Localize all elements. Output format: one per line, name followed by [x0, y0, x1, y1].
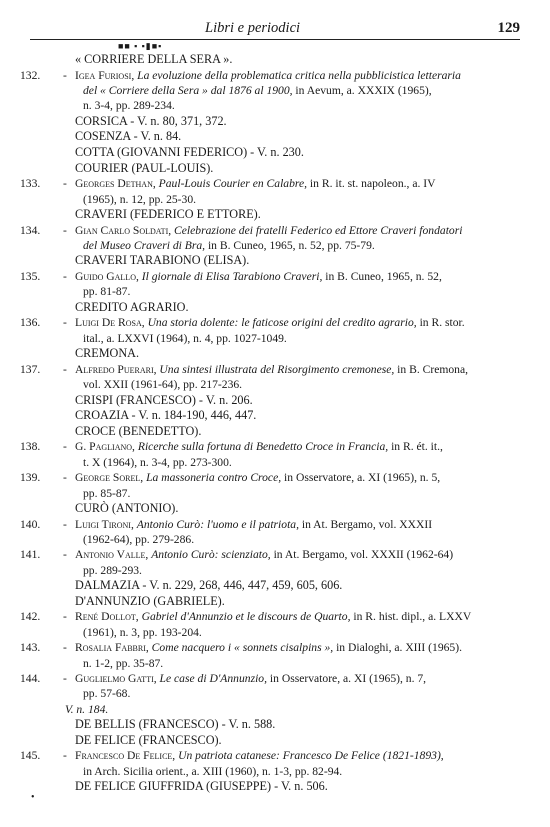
bibliography-entry: [20, 470, 530, 485]
entry-number: 134.: [20, 223, 41, 237]
entry-dash: -: [63, 362, 67, 376]
entry-continuation: [20, 686, 530, 701]
entry-title: Celebrazione dei fratelli Federico ed Ettore Craveri fondatori: [174, 223, 463, 237]
heading-text: CRISPI (FRANCESCO) - V. n. 206.: [75, 392, 253, 407]
subject-heading: [20, 52, 530, 68]
entry-source: in B. Cuneo, 1965, n. 52, pp. 75-79.: [205, 239, 375, 252]
page-header: [30, 20, 520, 40]
heading-text: CREDITO AGRARIO.: [75, 299, 189, 314]
entry-dash: -: [63, 548, 67, 562]
entry-continuation: [20, 331, 530, 346]
entry-author: Alfredo Puerari,: [75, 362, 157, 376]
entry-author: Guido Gallo,: [75, 270, 139, 283]
entry-continuation: [20, 455, 530, 470]
subject-heading: [20, 207, 530, 223]
entry-continuation: [20, 83, 530, 98]
entry-dash: -: [63, 270, 67, 283]
entry-dash: -: [63, 471, 67, 485]
entry-number: 138.: [20, 440, 41, 454]
heading-text: « CORRIERE DELLA SERA ».: [75, 52, 233, 66]
entry-author: Luigi Tironi,: [75, 517, 134, 531]
bibliography-entry: [20, 640, 530, 655]
subject-heading: [20, 733, 530, 749]
entry-dash: -: [63, 68, 67, 82]
bibliography-entry: [20, 439, 530, 454]
bibliography-entry: [20, 671, 530, 686]
heading-text: CROCE (BENEDETTO).: [75, 423, 202, 438]
entry-source: (1962-64), pp. 279-286.: [83, 533, 195, 547]
cross-reference: [20, 702, 530, 717]
subject-heading: [20, 424, 530, 440]
bibliography-entry: [20, 68, 530, 83]
heading-text: CRAVERI (FEDERICO E ETTORE).: [75, 207, 261, 221]
entry-author: G. Pagliano,: [75, 440, 135, 454]
entry-dash: -: [63, 672, 67, 686]
entry-continuation: [20, 377, 530, 392]
entry-source: pp. 289-293.: [83, 563, 142, 577]
bibliography-entry: [20, 748, 530, 763]
heading-text: COTTA (GIOVANNI FEDERICO) - V. n. 230.: [75, 145, 304, 159]
bibliography-entry: [20, 517, 530, 532]
entry-title: del Museo Craveri di Bra,: [83, 239, 206, 252]
entry-continuation: [20, 532, 530, 547]
entry-author: Francesco De Felice,: [75, 749, 176, 763]
entry-dash: -: [63, 316, 67, 330]
bibliography-entry: [20, 609, 530, 624]
entry-title: Antonio Curò: scienziato,: [151, 548, 271, 562]
entry-number: 140.: [20, 517, 41, 531]
bibliography-entry: [20, 176, 530, 191]
subject-heading: [20, 161, 530, 177]
entry-source: in Osservatore, a. XI (1965), n. 7,: [267, 672, 427, 686]
subject-heading: [20, 501, 530, 517]
entry-source: in Aevum, a. XXXIX (1965),: [292, 84, 432, 97]
bibliography-entry: [20, 362, 530, 377]
entry-source: in At. Bergamo, vol. XXXII: [298, 517, 433, 531]
entry-source: in B. Cuneo, 1965, n. 52,: [322, 270, 442, 283]
entry-number: 132.: [20, 68, 41, 82]
entry-source: pp. 57-68.: [83, 687, 131, 701]
entry-source: ital., a. LXXVI (1964), n. 4, pp. 1027-1049.: [83, 331, 287, 345]
subject-heading: [20, 779, 530, 795]
subject-heading: [20, 594, 530, 610]
subject-heading: [20, 129, 530, 145]
entry-author: George Sorel,: [75, 471, 144, 485]
entry-title: Una storia dolente: le faticose origini del credito agrario,: [147, 316, 417, 330]
entry-continuation: [20, 192, 530, 207]
subject-heading: [20, 253, 530, 269]
heading-text: CORSICA - V. n. 80, 371, 372.: [75, 113, 227, 128]
heading-text: COSENZA - V. n. 84.: [75, 129, 182, 144]
entry-title: Antonio Curò: l'uomo e il patriota,: [136, 517, 299, 531]
entry-source: vol. XXII (1961-64), pp. 217-236.: [83, 378, 243, 392]
entry-number: 133.: [20, 177, 41, 191]
entry-source: pp. 85-87.: [83, 486, 131, 500]
entry-dash: -: [63, 641, 67, 655]
entry-source: (1961), n. 3, pp. 193-204.: [83, 625, 202, 639]
entry-continuation: [20, 563, 530, 578]
entry-number: 143.: [20, 641, 41, 655]
entry-title: Le case di D'Annunzio,: [159, 672, 268, 686]
entry-continuation: [20, 284, 530, 299]
heading-text: DALMAZIA - V. n. 229, 268, 446, 447, 459, 605, 606.: [75, 578, 343, 593]
entry-dash: -: [63, 177, 67, 191]
entry-source: pp. 81-87.: [83, 285, 131, 299]
heading-text: DE FELICE (FRANCESCO).: [75, 732, 222, 747]
bibliography-entry: [20, 315, 530, 330]
header-rule: [30, 39, 520, 40]
entry-number: 136.: [20, 316, 41, 330]
entry-source: in R. hist. dipl., a. LXXV: [350, 610, 472, 624]
entry-continuation: [20, 656, 530, 671]
running-title: Libri e periodici: [205, 20, 301, 36]
entry-author: René Dollot,: [75, 610, 139, 624]
heading-text: CRAVERI TARABIONO (ELISA).: [75, 253, 250, 268]
entry-number: 135.: [20, 270, 41, 283]
cross-reference-text: V. n. 184.: [65, 702, 109, 716]
entry-title: Paul-Louis Courier en Calabre,: [158, 177, 308, 191]
subject-heading: [20, 346, 530, 362]
entry-title: Un patriota catanese: Francesco De Felice (1821-1893),: [178, 749, 444, 763]
entry-source: n. 3-4, pp. 289-234.: [83, 99, 175, 113]
bibliography-entry: [20, 269, 530, 284]
entry-continuation: [20, 238, 530, 253]
entry-title: Ricerche sulla fortuna di Benedetto Croce in Francia,: [137, 440, 389, 454]
entry-number: 142.: [20, 610, 41, 624]
entry-source: in At. Bergamo, vol. XXXII (1962-64): [270, 548, 454, 562]
entry-title: Gabriel d'Annunzio et le discours de Quarto,: [141, 610, 351, 624]
entry-source: t. X (1964), n. 3-4, pp. 273-300.: [83, 455, 232, 469]
entry-source: in Dialoghi, a. XIII (1965).: [333, 641, 462, 655]
entry-dash: -: [63, 517, 67, 531]
subject-heading: [20, 578, 530, 594]
entry-number: 137.: [20, 362, 41, 376]
entry-author: Luigi De Rosa,: [75, 316, 145, 330]
entry-author: Rosalia Fabbri,: [75, 641, 149, 655]
bibliography-entry: [20, 547, 530, 562]
entry-title: La evoluzione della problematica critica nella pubblicistica letteraria: [137, 68, 461, 82]
subject-heading: [20, 393, 530, 409]
heading-text: DE FELICE GIUFFRIDA (GIUSEPPE) - V. n. 506.: [75, 779, 328, 794]
entry-source: in R. it. st. napoleon., a. IV: [307, 177, 436, 191]
entry-source: in B. Cremona,: [394, 362, 469, 376]
entry-title: Il giornale di Elisa Tarabiono Craveri,: [141, 270, 323, 283]
entry-source: in R. stor.: [416, 316, 465, 330]
entry-author: Georges Dethan,: [75, 177, 156, 191]
entry-dash: -: [63, 440, 67, 454]
entry-author: Guglielmo Gatti,: [75, 672, 157, 686]
page-number: 129: [497, 20, 520, 36]
entry-source: in R. ét. it.,: [388, 440, 443, 454]
entry-author: Igea Furiosi,: [75, 68, 135, 82]
entry-author: Antonio Valle,: [75, 548, 149, 562]
entry-dash: -: [63, 610, 67, 624]
entry-title: del « Corriere della Sera » dal 1876 al 1900,: [83, 84, 293, 97]
entry-continuation: [20, 764, 530, 779]
entry-continuation: [20, 98, 530, 113]
subject-heading: [20, 145, 530, 161]
entry-continuation: [20, 625, 530, 640]
bibliography-list: [20, 52, 530, 795]
subject-heading: [20, 300, 530, 316]
entry-title: La massoneria contro Croce,: [146, 471, 282, 485]
entry-number: 139.: [20, 471, 41, 485]
subject-heading: [20, 717, 530, 733]
entry-continuation: [20, 486, 530, 501]
entry-source: n. 1-2, pp. 35-87.: [83, 656, 164, 670]
heading-text: CREMONA.: [75, 346, 139, 361]
heading-text: CROAZIA - V. n. 184-190, 446, 447.: [75, 408, 257, 423]
entry-title: Come nacquero i « sonnets cisalpins »,: [151, 641, 334, 655]
heading-text: COURIER (PAUL-LOUIS).: [75, 160, 214, 175]
entry-number: 145.: [20, 749, 41, 763]
entry-author: Gian Carlo Soldati,: [75, 223, 172, 237]
heading-text: CURÒ (ANTONIO).: [75, 501, 179, 516]
entry-number: 141.: [20, 548, 41, 562]
subject-heading: [20, 408, 530, 424]
entry-source: in Osservatore, a. XI (1965), n. 5,: [281, 471, 441, 485]
entry-title: Una sintesi illustrata del Risorgimento cremonese,: [159, 362, 395, 376]
heading-text: DE BELLIS (FRANCESCO) - V. n. 588.: [75, 717, 276, 732]
footer-mark: •: [31, 792, 35, 803]
heading-text: D'ANNUNZIO (GABRIELE).: [75, 593, 225, 608]
bibliography-entry: [20, 223, 530, 238]
entry-number: 144.: [20, 672, 41, 686]
entry-dash: -: [63, 749, 67, 763]
subject-heading: [20, 114, 530, 130]
entry-source: (1965), n. 12, pp. 25-30.: [83, 192, 197, 206]
header-fragment: ■■ ▪ ▪▮■▪: [118, 41, 163, 51]
entry-source: in Arch. Sicilia orient., a. XIII (1960), n. 1-3, pp. 82-94.: [83, 764, 343, 778]
entry-dash: -: [63, 223, 67, 237]
